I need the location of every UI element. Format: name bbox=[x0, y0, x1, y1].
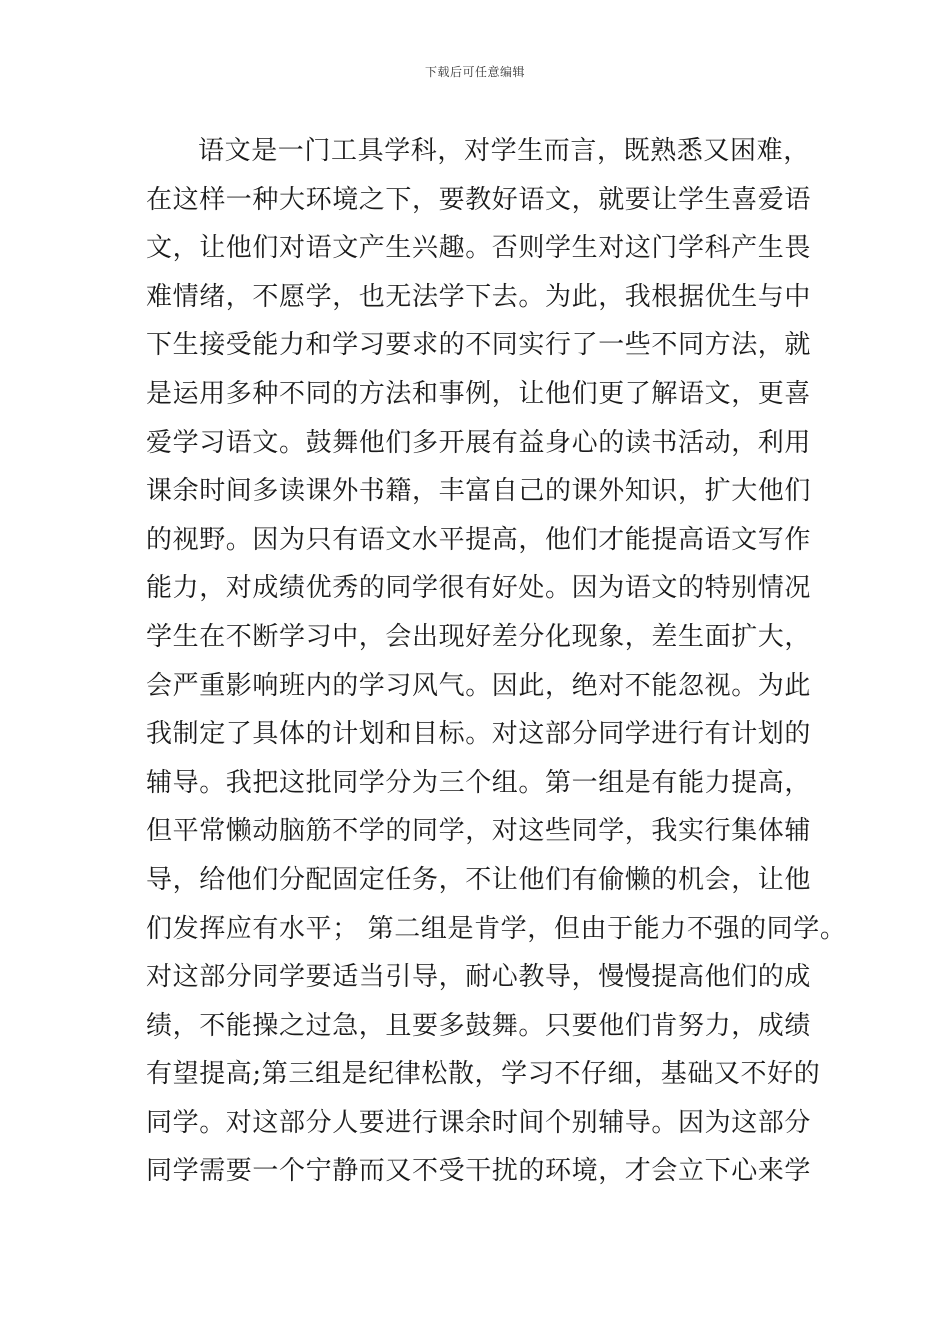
text-line: 的视野。因为只有语文水平提高，他们才能提高语文写作 bbox=[146, 524, 812, 555]
text-line: 在这样一种大环境之下，要教好语文，就要让学生喜爱语 bbox=[146, 184, 812, 215]
text-line: 辅导。我把这批同学分为三个组。第一组是有能力提高， bbox=[146, 767, 812, 798]
text-line: 能力，对成绩优秀的同学很有好处。因为语文的特别情况 bbox=[146, 573, 812, 604]
text-line: 文，让他们对语文产生兴趣。否则学生对这门学科产生畏 bbox=[146, 233, 812, 264]
text-line: 但平常懒动脑筋不学的同学，对这些同学，我实行集体辅 bbox=[146, 816, 812, 847]
text-line: 课余时间多读课外书籍，丰富自己的课外知识，扩大他们 bbox=[146, 476, 812, 507]
text-line: 同学。对这部分人要进行课余时间个别辅导。因为这部分 bbox=[146, 1107, 812, 1138]
text-line: 语文是一门工具学科，对学生而言，既熟悉又困难， bbox=[198, 136, 810, 166]
text-line: 下生接受能力和学习要求的不同实行了一些不同方法，就 bbox=[146, 330, 812, 361]
text-line: 们发挥应有水平； 第二组是肯学，但由于能力不强的同学。 bbox=[146, 913, 847, 944]
text-line: 爱学习语文。鼓舞他们多开展有益身心的读书活动，利用 bbox=[146, 427, 812, 458]
text-line: 难情绪，不愿学，也无法学下去。为此，我根据优生与中 bbox=[146, 281, 812, 312]
text-line: 对这部分同学要适当引导，耐心教导，慢慢提高他们的成 bbox=[146, 962, 812, 993]
text-line: 我制定了具体的计划和目标。对这部分同学进行有计划的 bbox=[146, 719, 812, 750]
text-line: 导，给他们分配固定任务，不让他们有偷懒的机会，让他 bbox=[146, 864, 812, 895]
text-line: 是运用多种不同的方法和事例，让他们更了解语文，更喜 bbox=[146, 378, 812, 409]
text-line: 同学需要一个宁静而又不受干扰的环境，才会立下心来学 bbox=[146, 1156, 812, 1187]
text-line: 学生在不断学习中，会出现好差分化现象，差生面扩大， bbox=[146, 621, 812, 652]
header-note: 下载后可任意编辑 bbox=[424, 65, 525, 79]
text-line: 绩，不能操之过急，且要多鼓舞。只要他们肯努力，成绩 bbox=[146, 1010, 812, 1041]
text-line: 有望提高;第三组是纪律松散，学习不仔细，基础又不好的 bbox=[146, 1059, 821, 1090]
body-paragraph bbox=[146, 127, 847, 1196]
text-line: 会严重影响班内的学习风气。因此，绝对不能忽视。为此 bbox=[146, 670, 812, 701]
